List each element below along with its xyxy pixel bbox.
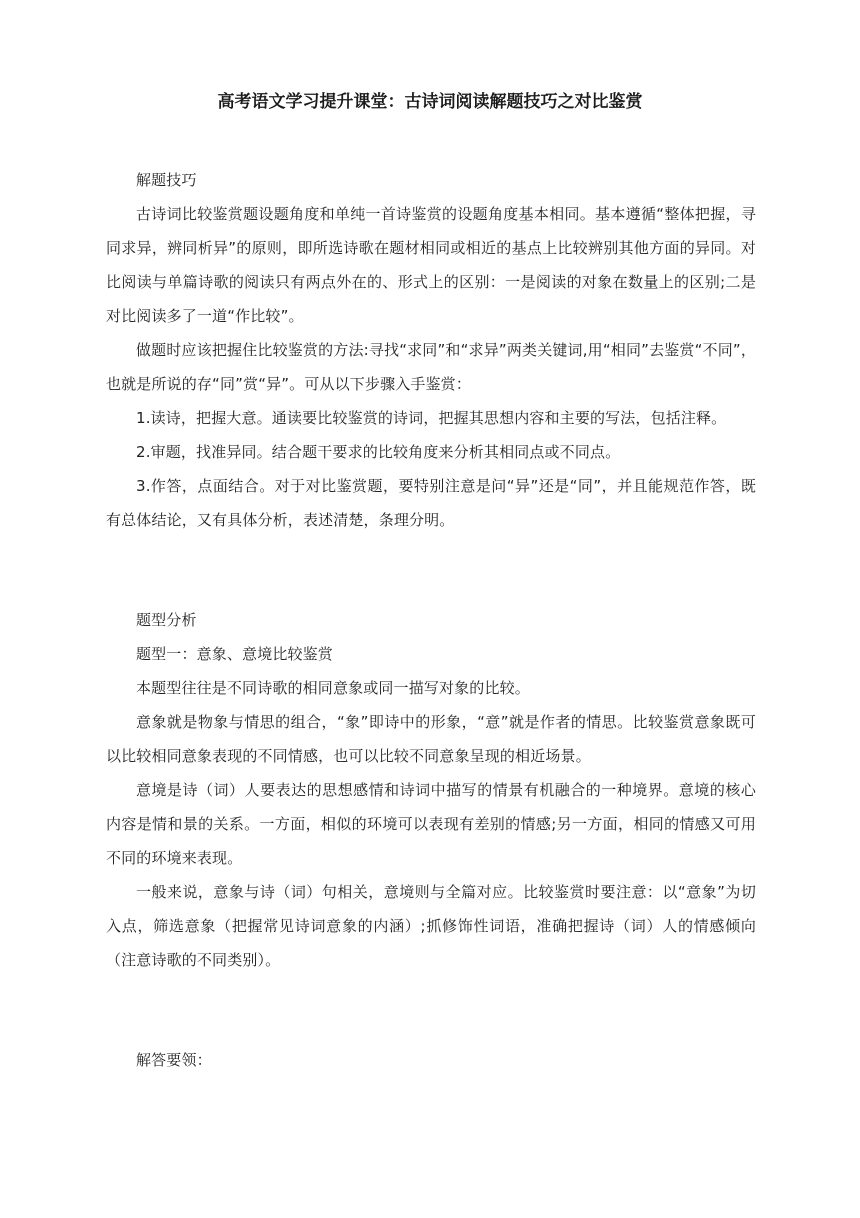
paragraph: 一般来说，意象与诗（词）句相关，意境则与全篇对应。比较鉴赏时要注意：以“意象”为切入点，筛选意象（把握常见诗词意象的内涵）;抓修饰性词语，准确把握诗（词）人的情感倾向（注意诗歌的不同类别）。 xyxy=(106,883,756,969)
paragraph: 古诗词比较鉴赏题设题角度和单纯一首诗鉴赏的设题角度基本相同。基本遵循“整体把握，寻同求异，辨同析异”的原则，即所选诗歌在题材相同或相近的基点上比较辨别其他方面的异同。对比阅读与单篇诗歌的阅读只有两点外在的、形式上的区别：一是阅读的对象在数量上的区别;二是对比阅读多了一道“作比较”。 xyxy=(106,205,756,325)
paragraph: 做题时应该把握住比较鉴赏的方法:寻找“求同”和“求异”两类关键词,用“相同”去鉴赏“不同”，也就是所说的存“同”赏“异”。可从以下步骤入手鉴赏： xyxy=(106,341,756,393)
section-heading-techniques: 解题技巧 xyxy=(136,171,197,189)
section-heading-answer-tips: 解答要领： xyxy=(136,1051,212,1069)
step-item: 2.审题，找准异同。结合题干要求的比较角度来分析其相同点或不同点。 xyxy=(136,443,621,461)
step-item: 3.作答，点面结合。对于对比鉴赏题，要特别注意是问“异”还是“同”，并且能规范作答，既有总体结论，又有具体分析，表述清楚，条理分明。 xyxy=(106,477,756,529)
paragraph: 本题型往往是不同诗歌的相同意象或同一描写对象的比较。 xyxy=(136,679,530,697)
paragraph: 意境是诗（词）人要表达的思想感情和诗词中描写的情景有机融合的一种境界。意境的核心内容是情和景的关系。一方面，相似的环境可以表现有差别的情感;另一方面，相同的情感又可用不同的环境来表现。 xyxy=(106,781,756,867)
section-heading-analysis: 题型分析 xyxy=(136,611,197,629)
paragraph: 意象就是物象与情思的组合，“象”即诗中的形象，“意”就是作者的情思。比较鉴赏意象既可以比较相同意象表现的不同情感，也可以比较不同意象呈现的相近场景。 xyxy=(106,713,756,765)
document-title: 高考语文学习提升课堂：古诗词阅读解题技巧之对比鉴赏 xyxy=(217,92,643,112)
section-subheading: 题型一：意象、意境比较鉴赏 xyxy=(136,645,333,663)
step-item: 1.读诗，把握大意。通读要比较鉴赏的诗词，把握其思想内容和主要的写法，包括注释。 xyxy=(136,409,727,427)
